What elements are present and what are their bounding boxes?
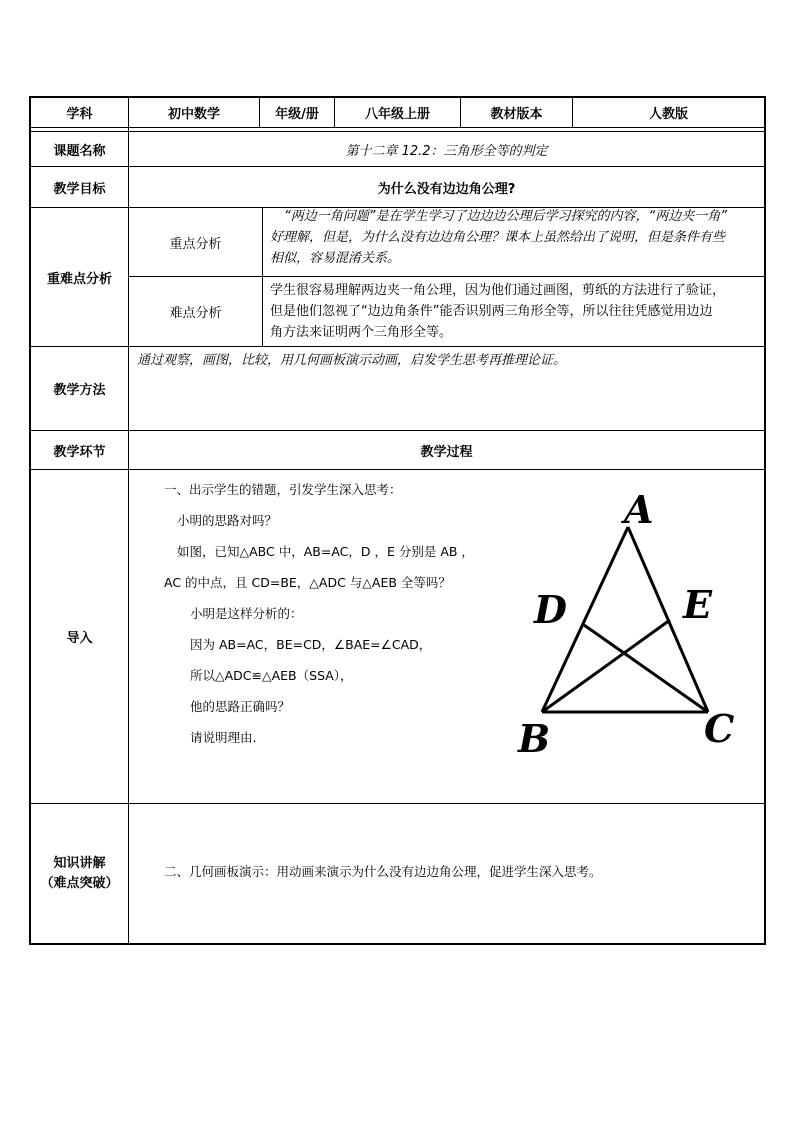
grade-value: 八年级上册 — [364, 107, 430, 122]
row-divider — [29, 469, 765, 470]
edition-value: 人教版 — [648, 107, 688, 122]
intro-line: 他的思路正确吗？ — [190, 699, 291, 714]
knowledge-text: 二、几何画板演示：用动画来演示为什么没有边边角公理，促进学生深入思考。 — [164, 864, 602, 879]
key-analysis-label: 重点分析 — [169, 236, 222, 252]
goal-label: 教学目标 — [53, 181, 106, 197]
intro-line: AC 的中点，且 CD=BE，△ADC 与△AEB 全等吗？ — [164, 575, 451, 590]
hard-analysis-text — [270, 280, 725, 343]
row-divider — [29, 127, 765, 128]
key-analysis-text — [270, 206, 727, 269]
process-value: 教学过程 — [420, 444, 473, 460]
hard-analysis-label: 难点分析 — [169, 306, 222, 321]
intro-label: 导入 — [66, 631, 93, 646]
key-analysis-line: 好理解，但是，为什么没有边边角公理？课本上虽然给出了说明，但是条件有些 — [270, 230, 726, 245]
intro-line: 一、出示学生的错题，引发学生深入思考： — [164, 482, 402, 497]
knowledge-label-line2: （难点突破） — [40, 875, 119, 891]
analysis-label: 重难点分析 — [46, 271, 112, 287]
intro-line: 如图，已知△ABC 中，AB=AC，D ，E 分别是 AB ， — [177, 544, 474, 559]
goal-value: 为什么没有边边角公理? — [377, 181, 516, 197]
course-label: 课题名称 — [53, 143, 106, 159]
intro-line: 请说明理由. — [190, 730, 257, 745]
vertex-label-a: A — [624, 487, 654, 532]
vertex-label-c: C — [704, 706, 735, 751]
process-label: 教学环节 — [53, 444, 106, 460]
row-divider — [29, 346, 765, 347]
edition-label: 教材版本 — [490, 107, 543, 122]
row-divider — [29, 803, 765, 804]
triangle-figure — [500, 480, 760, 780]
key-analysis-line: 相似，容易混淆关系。 — [270, 251, 401, 266]
segment-be — [542, 620, 670, 712]
method-label: 教学方法 — [53, 383, 106, 398]
method-text: 通过观察，画图，比较，用几何画板演示动画，启发学生思考再推理论证。 — [137, 353, 567, 368]
intro-line: 因为 AB=AC，BE=CD，∠BAE=∠CAD， — [190, 637, 432, 652]
course-title: 第十二章 12.2：三角形全等的判定 — [345, 143, 548, 159]
vertex-label-b: B — [518, 716, 551, 761]
table-bottom-border — [29, 943, 765, 945]
vertex-label-e: E — [683, 582, 712, 627]
vertex-label-d: D — [534, 587, 567, 632]
knowledge-label — [31, 804, 128, 943]
grade-label: 年级/册 — [275, 107, 319, 122]
intro-line: 所以△ADC≌△AEB（SSA）， — [190, 668, 353, 683]
intro-line: 小明的思路对吗？ — [177, 513, 278, 528]
knowledge-label-line1: 知识讲解 — [53, 855, 106, 871]
table-right-border — [764, 96, 766, 945]
subject-label: 学科 — [66, 107, 93, 122]
hard-analysis-line: 学生很容易理解两边夹一角公理，因为他们通过画图，剪纸的方法进行了验证， — [270, 283, 726, 298]
key-analysis-line: “两边一角问题”是在学生学习了边边边公理后学习探究的内容，“两边夹一角” — [284, 209, 727, 224]
column-divider — [262, 207, 263, 347]
intro-line: 小明是这样分析的： — [190, 606, 303, 621]
hard-analysis-line: 角方法来证明两个三角形全等。 — [270, 325, 453, 340]
hard-analysis-line: 但是他们忽视了“边边角条件”能否识别两三角形全等，所以往往凭感觉用边边 — [270, 304, 713, 319]
subject-value: 初中数学 — [167, 107, 220, 122]
